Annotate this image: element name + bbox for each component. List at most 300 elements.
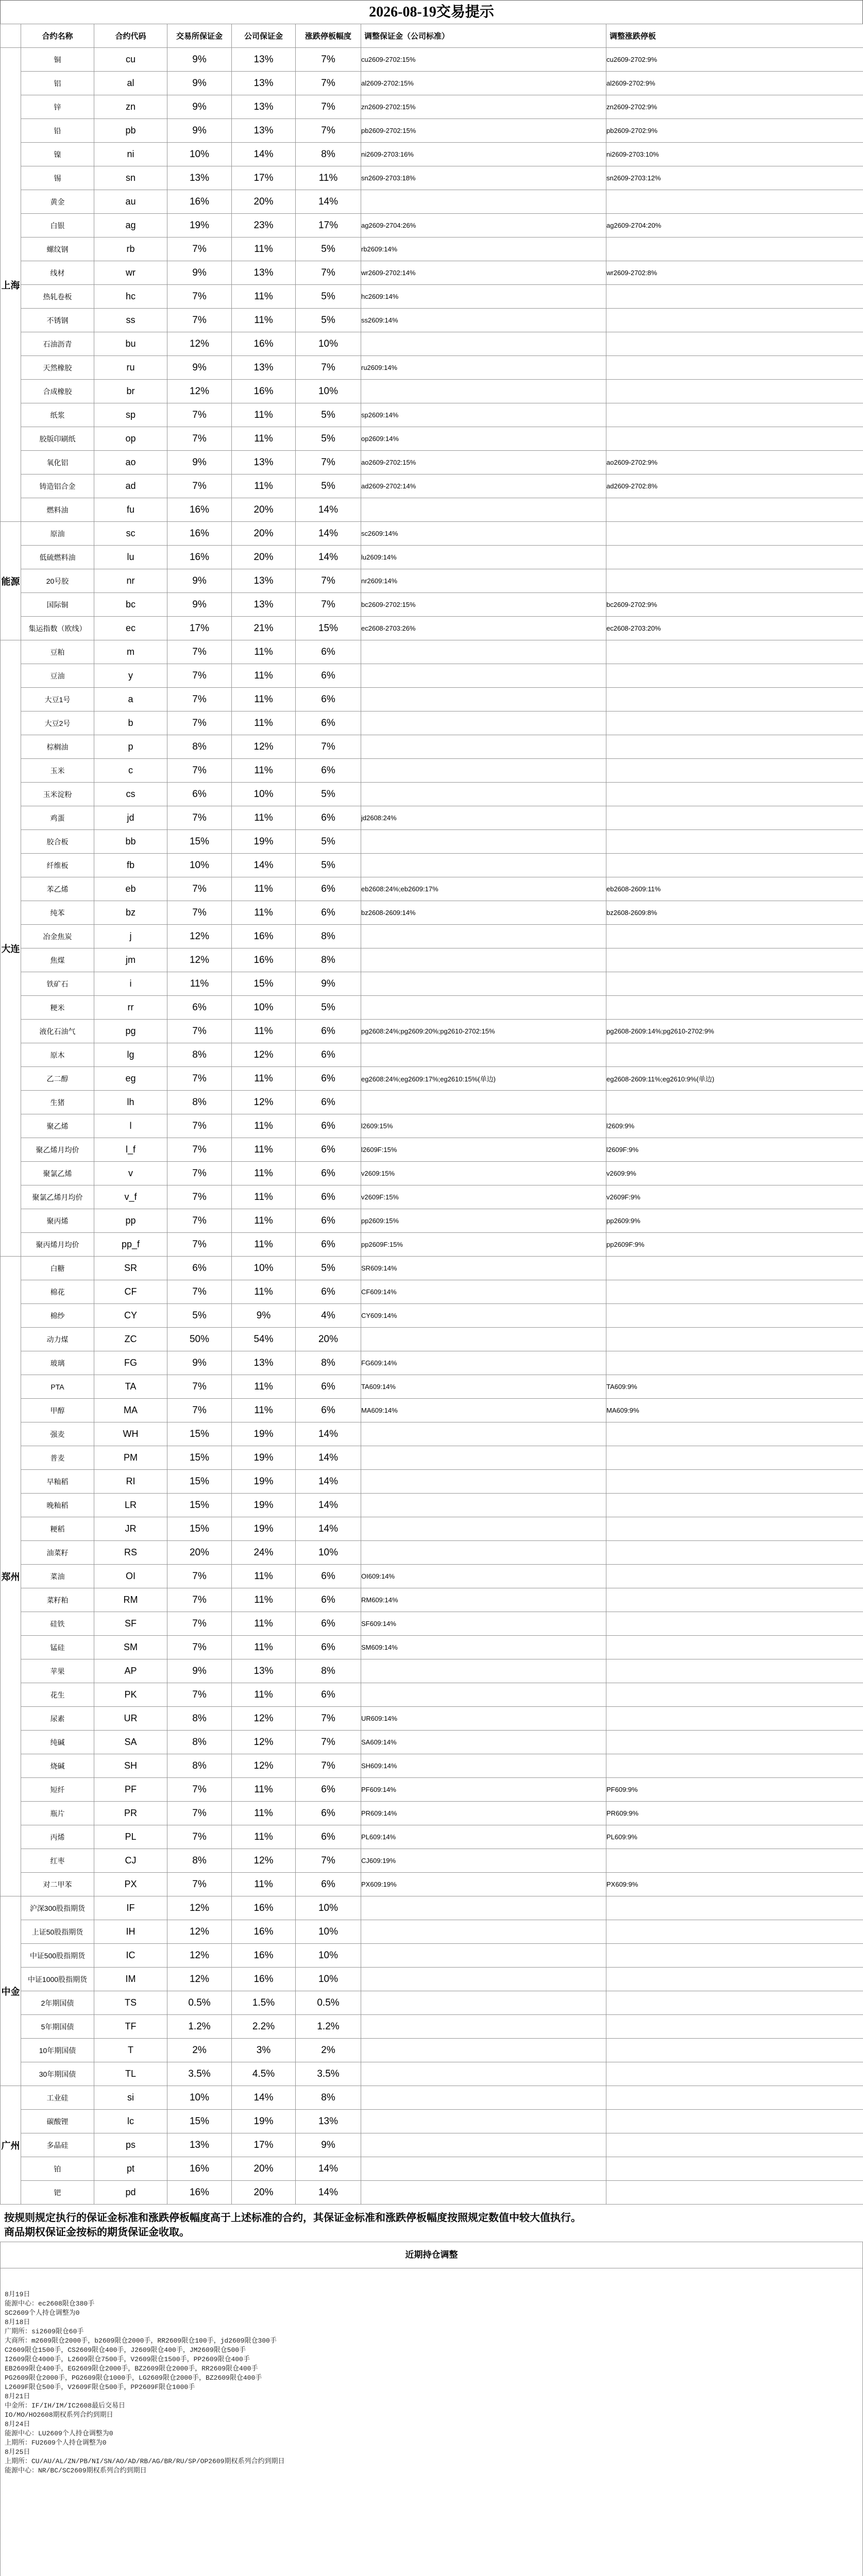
adjusted-limit: PR609:9% — [606, 1802, 863, 1825]
company-margin: 13% — [232, 356, 296, 380]
contract-code: sc — [94, 522, 167, 546]
contract-code: JR — [94, 1517, 167, 1541]
exchange-margin: 7% — [167, 1802, 232, 1825]
contract-name: 液化石油气 — [21, 1020, 94, 1043]
contract-name: 天然橡胶 — [21, 356, 94, 380]
adjusted-limit — [606, 1588, 863, 1612]
adjusted-margin: lu2609:14% — [361, 546, 606, 569]
limit-range: 20% — [296, 1328, 361, 1351]
contract-code: bc — [94, 593, 167, 617]
adjusted-margin: ru2609:14% — [361, 356, 606, 380]
company-margin: 20% — [232, 546, 296, 569]
table-row — [1, 1233, 863, 1257]
adjusted-margin — [361, 1896, 606, 1920]
exchange-margin: 7% — [167, 877, 232, 901]
company-margin: 11% — [232, 1612, 296, 1636]
limit-range: 14% — [296, 1422, 361, 1446]
contract-code: ao — [94, 451, 167, 474]
exchange-margin: 8% — [167, 1043, 232, 1067]
company-margin: 14% — [232, 2086, 296, 2110]
limit-range: 6% — [296, 711, 361, 735]
exchange-margin: 16% — [167, 522, 232, 546]
adjusted-margin: eb2608:24%;eb2609:17% — [361, 877, 606, 901]
exchange-margin: 7% — [167, 474, 232, 498]
contract-name: 菜籽粕 — [21, 1588, 94, 1612]
table-row — [1, 2039, 863, 2062]
adjusted-margin: al2609-2702:15% — [361, 72, 606, 95]
adjusted-limit: pg2608-2609:14%;pg2610-2702:9% — [606, 1020, 863, 1043]
adjusted-margin — [361, 1091, 606, 1114]
exchange-margin: 16% — [167, 190, 232, 214]
exchange-margin: 7% — [167, 1873, 232, 1896]
contract-name: 纸浆 — [21, 403, 94, 427]
adjusted-limit: v2609:9% — [606, 1162, 863, 1185]
limit-range: 11% — [296, 166, 361, 190]
contract-code: p — [94, 735, 167, 759]
contract-code: jm — [94, 948, 167, 972]
limit-range: 14% — [296, 1470, 361, 1494]
contract-name: 晚籼稻 — [21, 1494, 94, 1517]
adjusted-limit — [606, 664, 863, 688]
adjusted-margin: l2609F:15% — [361, 1138, 606, 1162]
exchange-margin: 9% — [167, 48, 232, 72]
contract-name: 普麦 — [21, 1446, 94, 1470]
company-margin: 11% — [232, 285, 296, 309]
contract-code: sp — [94, 403, 167, 427]
company-margin: 19% — [232, 1446, 296, 1470]
adjusted-limit: MA609:9% — [606, 1399, 863, 1422]
table-row — [1, 1991, 863, 2015]
table-row — [1, 2181, 863, 2205]
company-margin: 16% — [232, 948, 296, 972]
adjusted-limit — [606, 2157, 863, 2181]
exchange-margin: 7% — [167, 403, 232, 427]
table-row — [1, 1944, 863, 1968]
exchange-margin: 7% — [167, 1020, 232, 1043]
table-row — [1, 238, 863, 261]
adjusted-margin: ag2609-2704:26% — [361, 214, 606, 238]
table-row — [1, 95, 863, 119]
table-row — [1, 498, 863, 522]
adjusted-limit — [606, 1683, 863, 1707]
table-row — [1, 996, 863, 1020]
limit-range: 7% — [296, 48, 361, 72]
company-margin: 20% — [232, 190, 296, 214]
contract-name: 豆油 — [21, 664, 94, 688]
exchange-margin: 15% — [167, 1470, 232, 1494]
adjusted-margin — [361, 711, 606, 735]
adjusted-margin — [361, 1517, 606, 1541]
exchange-label: 上海 — [1, 48, 21, 522]
company-margin: 11% — [232, 1114, 296, 1138]
exchange-margin: 7% — [167, 1612, 232, 1636]
contract-name: 瓶片 — [21, 1802, 94, 1825]
company-margin: 11% — [232, 759, 296, 783]
adjusted-margin: cu2609-2702:15% — [361, 48, 606, 72]
table-row — [1, 1020, 863, 1043]
limit-range: 6% — [296, 1778, 361, 1802]
table-row — [1, 190, 863, 214]
contract-name: 胶版印刷纸 — [21, 427, 94, 451]
table-row — [1, 403, 863, 427]
limit-range: 5% — [296, 830, 361, 854]
exchange-margin: 7% — [167, 1375, 232, 1399]
limit-range: 7% — [296, 593, 361, 617]
exchange-margin: 8% — [167, 1731, 232, 1754]
position-adjustment-section — [0, 2242, 863, 2576]
exchange-margin: 50% — [167, 1328, 232, 1351]
company-margin: 19% — [232, 1422, 296, 1446]
contract-code: IC — [94, 1944, 167, 1968]
limit-range: 8% — [296, 2086, 361, 2110]
company-margin: 12% — [232, 1043, 296, 1067]
adjusted-limit — [606, 380, 863, 403]
limit-range: 6% — [296, 1138, 361, 1162]
exchange-margin: 5% — [167, 1304, 232, 1328]
contract-code: pp — [94, 1209, 167, 1233]
contract-code: TS — [94, 1991, 167, 2015]
adjusted-limit — [606, 1636, 863, 1659]
contract-code: RS — [94, 1541, 167, 1565]
contract-code: ru — [94, 356, 167, 380]
header-contract-code: 合约代码 — [94, 24, 167, 48]
limit-range: 6% — [296, 1802, 361, 1825]
table-row — [1, 1091, 863, 1114]
contract-name: 甲醇 — [21, 1399, 94, 1422]
table-row — [1, 48, 863, 72]
exchange-margin: 7% — [167, 427, 232, 451]
exchange-margin: 12% — [167, 1896, 232, 1920]
adjusted-limit — [606, 1280, 863, 1304]
exchange-margin: 7% — [167, 901, 232, 925]
table-row — [1, 2086, 863, 2110]
table-row — [1, 285, 863, 309]
contract-name: 铁矿石 — [21, 972, 94, 996]
adjusted-limit — [606, 1565, 863, 1588]
company-margin: 16% — [232, 1920, 296, 1944]
adjusted-margin — [361, 2015, 606, 2039]
limit-range: 7% — [296, 1731, 361, 1754]
contract-name: 10年期国债 — [21, 2039, 94, 2062]
company-margin: 11% — [232, 664, 296, 688]
table-row — [1, 1588, 863, 1612]
company-margin: 11% — [232, 1233, 296, 1257]
company-margin: 54% — [232, 1328, 296, 1351]
exchange-margin: 16% — [167, 2157, 232, 2181]
table-row — [1, 640, 863, 664]
contract-name: 聚丙烯 — [21, 1209, 94, 1233]
exchange-margin: 7% — [167, 759, 232, 783]
limit-range: 7% — [296, 1707, 361, 1731]
adjusted-margin — [361, 380, 606, 403]
table-row — [1, 664, 863, 688]
limit-range: 9% — [296, 972, 361, 996]
contract-name: 大豆2号 — [21, 711, 94, 735]
adjusted-margin — [361, 1043, 606, 1067]
company-margin: 24% — [232, 1541, 296, 1565]
limit-range: 10% — [296, 380, 361, 403]
adjusted-limit: sn2609-2703:12% — [606, 166, 863, 190]
adjusted-limit — [606, 569, 863, 593]
company-margin: 13% — [232, 48, 296, 72]
contract-code: PK — [94, 1683, 167, 1707]
company-margin: 15% — [232, 972, 296, 996]
table-row — [1, 1328, 863, 1351]
limit-range: 2% — [296, 2039, 361, 2062]
contract-code: ps — [94, 2133, 167, 2157]
company-margin: 19% — [232, 2110, 296, 2133]
exchange-margin: 17% — [167, 617, 232, 640]
exchange-margin: 19% — [167, 214, 232, 238]
table-row — [1, 1683, 863, 1707]
exchange-label: 大连 — [1, 640, 21, 1257]
adjusted-margin: bc2609-2702:15% — [361, 593, 606, 617]
adjusted-limit: eb2608-2609:11% — [606, 877, 863, 901]
exchange-margin: 10% — [167, 143, 232, 166]
contract-code: al — [94, 72, 167, 95]
contract-name: 聚丙烯月均价 — [21, 1233, 94, 1257]
adjusted-margin: CF609:14% — [361, 1280, 606, 1304]
limit-range: 5% — [296, 1257, 361, 1280]
limit-range: 6% — [296, 1114, 361, 1138]
adjusted-limit: PL609:9% — [606, 1825, 863, 1849]
contract-code: eg — [94, 1067, 167, 1091]
company-margin: 11% — [232, 309, 296, 332]
adjusted-margin: PL609:14% — [361, 1825, 606, 1849]
company-margin: 10% — [232, 996, 296, 1020]
limit-range: 5% — [296, 238, 361, 261]
table-row — [1, 1162, 863, 1185]
adjusted-limit: ao2609-2702:9% — [606, 451, 863, 474]
contract-code: sn — [94, 166, 167, 190]
adjusted-margin — [361, 332, 606, 356]
contract-name: 棉纱 — [21, 1304, 94, 1328]
contract-name: 苯乙烯 — [21, 877, 94, 901]
adjusted-limit — [606, 309, 863, 332]
contract-code: nr — [94, 569, 167, 593]
table-row — [1, 617, 863, 640]
contract-code: UR — [94, 1707, 167, 1731]
exchange-margin: 7% — [167, 1209, 232, 1233]
adjusted-limit — [606, 830, 863, 854]
table-row — [1, 1896, 863, 1920]
table-row — [1, 427, 863, 451]
contract-name: 集运指数（欧线） — [21, 617, 94, 640]
company-margin: 11% — [232, 1162, 296, 1185]
company-margin: 11% — [232, 1280, 296, 1304]
adjusted-limit — [606, 735, 863, 759]
table-row — [1, 166, 863, 190]
contract-name: 石油沥青 — [21, 332, 94, 356]
table-row — [1, 380, 863, 403]
adjusted-margin — [361, 1494, 606, 1517]
limit-range: 7% — [296, 356, 361, 380]
adjusted-limit — [606, 806, 863, 830]
limit-range: 8% — [296, 948, 361, 972]
adjusted-limit: PF609:9% — [606, 1778, 863, 1802]
company-margin: 11% — [232, 1399, 296, 1422]
adjusted-limit — [606, 238, 863, 261]
header-exchange — [1, 24, 21, 48]
exchange-margin: 1.2% — [167, 2015, 232, 2039]
limit-range: 7% — [296, 569, 361, 593]
adjusted-limit — [606, 854, 863, 877]
contract-name: 烧碱 — [21, 1754, 94, 1778]
adjusted-limit: al2609-2702:9% — [606, 72, 863, 95]
contract-name: 生猪 — [21, 1091, 94, 1114]
contract-name: 聚氯乙烯 — [21, 1162, 94, 1185]
adjusted-limit — [606, 783, 863, 806]
limit-range: 7% — [296, 1754, 361, 1778]
adjusted-margin — [361, 830, 606, 854]
contract-code: SA — [94, 1731, 167, 1754]
company-margin: 10% — [232, 783, 296, 806]
company-margin: 13% — [232, 593, 296, 617]
company-margin: 4.5% — [232, 2062, 296, 2086]
contract-name: 30年期国债 — [21, 2062, 94, 2086]
limit-range: 7% — [296, 451, 361, 474]
adjusted-limit — [606, 972, 863, 996]
contract-code: zn — [94, 95, 167, 119]
limit-range: 4% — [296, 1304, 361, 1328]
adjusted-margin — [361, 1944, 606, 1968]
exchange-margin: 7% — [167, 1825, 232, 1849]
limit-range: 0.5% — [296, 1991, 361, 2015]
contract-code: PX — [94, 1873, 167, 1896]
adjusted-limit — [606, 1991, 863, 2015]
company-margin: 11% — [232, 1683, 296, 1707]
contract-name: 对二甲苯 — [21, 1873, 94, 1896]
limit-range: 6% — [296, 640, 361, 664]
exchange-margin: 11% — [167, 972, 232, 996]
adjusted-margin: eg2608:24%;eg2609:17%;eg2610:15%(单边) — [361, 1067, 606, 1091]
contract-name: 国际铜 — [21, 593, 94, 617]
adjusted-limit — [606, 1659, 863, 1683]
company-margin: 20% — [232, 2157, 296, 2181]
adjusted-limit — [606, 2086, 863, 2110]
exchange-margin: 3.5% — [167, 2062, 232, 2086]
table-row — [1, 72, 863, 95]
exchange-margin: 20% — [167, 1541, 232, 1565]
contract-name: 镍 — [21, 143, 94, 166]
company-margin: 11% — [232, 711, 296, 735]
contract-code: pp_f — [94, 1233, 167, 1257]
limit-range: 6% — [296, 1233, 361, 1257]
contract-name: 工业硅 — [21, 2086, 94, 2110]
adjusted-limit — [606, 2133, 863, 2157]
company-margin: 16% — [232, 925, 296, 948]
adjusted-margin — [361, 640, 606, 664]
adjusted-limit — [606, 1944, 863, 1968]
adjusted-margin — [361, 735, 606, 759]
exchange-margin: 7% — [167, 688, 232, 711]
table-row — [1, 1043, 863, 1067]
adjusted-limit: cu2609-2702:9% — [606, 48, 863, 72]
adjusted-limit — [606, 759, 863, 783]
header-company-margin: 公司保证金 — [232, 24, 296, 48]
contract-code: WH — [94, 1422, 167, 1446]
limit-range: 13% — [296, 2110, 361, 2133]
adjusted-limit — [606, 2110, 863, 2133]
limit-range: 8% — [296, 143, 361, 166]
exchange-margin: 12% — [167, 925, 232, 948]
limit-range: 6% — [296, 1873, 361, 1896]
exchange-margin: 15% — [167, 1422, 232, 1446]
adjusted-limit: l2609:9% — [606, 1114, 863, 1138]
adjusted-limit: bc2609-2702:9% — [606, 593, 863, 617]
contract-code: OI — [94, 1565, 167, 1588]
contract-name: 不锈钢 — [21, 309, 94, 332]
contract-name: 碳酸锂 — [21, 2110, 94, 2133]
contract-name: 鸡蛋 — [21, 806, 94, 830]
contract-name: 胶合板 — [21, 830, 94, 854]
limit-range: 6% — [296, 1185, 361, 1209]
contract-name: 原木 — [21, 1043, 94, 1067]
company-margin: 3% — [232, 2039, 296, 2062]
adjusted-margin: rb2609:14% — [361, 238, 606, 261]
contract-name: 丙烯 — [21, 1825, 94, 1849]
adjusted-limit: zn2609-2702:9% — [606, 95, 863, 119]
limit-range: 9% — [296, 2133, 361, 2157]
adjusted-margin: v2609F:15% — [361, 1185, 606, 1209]
contract-code: CJ — [94, 1849, 167, 1873]
table-row — [1, 1636, 863, 1659]
exchange-margin: 16% — [167, 546, 232, 569]
table-row — [1, 474, 863, 498]
limit-range: 10% — [296, 1541, 361, 1565]
contract-name: 聚乙烯月均价 — [21, 1138, 94, 1162]
limit-range: 7% — [296, 735, 361, 759]
adjusted-limit — [606, 2015, 863, 2039]
contract-name: 铸造铝合金 — [21, 474, 94, 498]
contract-code: cs — [94, 783, 167, 806]
exchange-margin: 7% — [167, 1683, 232, 1707]
adjusted-margin: ni2609-2703:16% — [361, 143, 606, 166]
adjusted-limit — [606, 1541, 863, 1565]
company-margin: 13% — [232, 119, 296, 143]
table-row — [1, 1849, 863, 1873]
contract-name: 中证1000股指期货 — [21, 1968, 94, 1991]
company-margin: 11% — [232, 1138, 296, 1162]
header-adjusted-limit: 调整涨跌停板 — [606, 24, 863, 48]
company-margin: 11% — [232, 1185, 296, 1209]
limit-range: 6% — [296, 1636, 361, 1659]
adjusted-margin — [361, 2133, 606, 2157]
company-margin: 10% — [232, 1257, 296, 1280]
contract-name: 玻璃 — [21, 1351, 94, 1375]
table-row — [1, 2015, 863, 2039]
exchange-margin: 9% — [167, 451, 232, 474]
contract-code: ag — [94, 214, 167, 238]
adjusted-limit — [606, 285, 863, 309]
table-row — [1, 1825, 863, 1849]
contract-code: op — [94, 427, 167, 451]
contract-name: 硅铁 — [21, 1612, 94, 1636]
table-row — [1, 759, 863, 783]
company-margin: 13% — [232, 72, 296, 95]
contract-name: PTA — [21, 1375, 94, 1399]
limit-range: 6% — [296, 1280, 361, 1304]
company-margin: 19% — [232, 1470, 296, 1494]
table-row — [1, 972, 863, 996]
company-margin: 16% — [232, 380, 296, 403]
exchange-margin: 6% — [167, 996, 232, 1020]
contract-code: ZC — [94, 1328, 167, 1351]
limit-range: 5% — [296, 427, 361, 451]
contract-name: 锰硅 — [21, 1636, 94, 1659]
header-exchange-margin: 交易所保证金 — [167, 24, 232, 48]
table-row — [1, 593, 863, 617]
